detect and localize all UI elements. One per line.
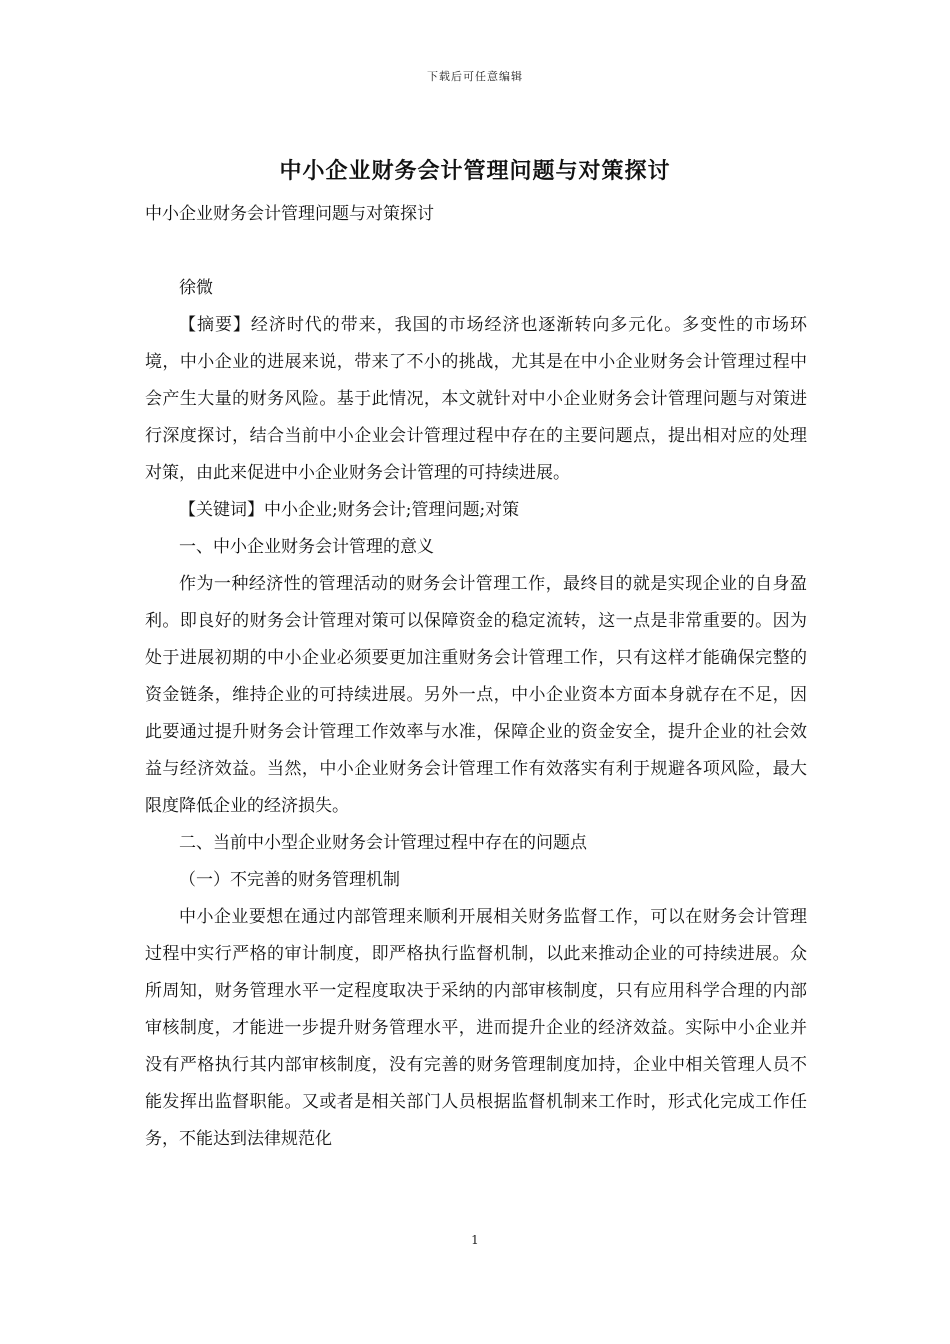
header-note: 下载后可任意编辑 [427,70,523,83]
section-2-paragraph: 中小企业要想在通过内部管理来顺利开展相关财务监督工作，可以在财务会计管理过程中实行严格的审计制度，即严格执行监督机制，以此来推动企业的可持续进展。众所周知，财务管理水平一定程度取决于采纳的内部审核制度，只有应用科学合理的内部审核制度，才能进一步提升财务管理水平，进而提升企业的经济效益。实际中小企业并没有严格执行其内部审核制度，没有完善的财务管理制度加持，企业中相关管理人员不能发挥出监督职能。又或者是相关部门人员根据监督机制来工作时，形式化完成工作任务，不能达到法律规范化 [145,907,807,1149]
section-1-paragraph: 作为一种经济性的管理活动的财务会计管理工作，最终目的就是实现企业的自身盈利。即良好的财务会计管理对策可以保障资金的稳定流转，这一点是非常重要的。因为处于进展初期的中小企业必须要更加注重财务会计管理工作，只有这样才能确保完整的资金链条，维持企业的可持续进展。另外一点，中小企业资本方面本身就存在不足，因此要通过提升财务会计管理工作效率与水准，保障企业的资金安全，提升企业的社会效益与经济效益。当然，中小企业财务会计管理工作有效落实有利于规避各项风险，最大限度降低企业的经济损失。 [145,574,807,816]
document-title: 中小企业财务会计管理问题与对策探讨 [279,158,671,184]
blank-line [145,233,807,270]
document-body [145,196,807,1158]
subsection-heading-2-1: （一）不完善的财务管理机制 [179,870,400,890]
document-subtitle: 中小企业财务会计管理问题与对策探讨 [145,204,434,224]
page-number: 1 [471,1233,479,1247]
section-heading-1: 一、中小企业财务会计管理的意义 [179,537,434,557]
section-heading-2: 二、当前中小型企业财务会计管理过程中存在的问题点 [179,833,587,853]
author-name: 徐微 [179,278,213,298]
abstract-paragraph: 【摘要】经济时代的带来，我国的市场经济也逐渐转向多元化。多变性的市场环境，中小企业的进展来说，带来了不小的挑战，尤其是在中小企业财务会计管理过程中会产生大量的财务风险。基于此情况，本文就针对中小企业财务会计管理问题与对策进行深度探讨，结合当前中小企业会计管理过程中存在的主要问题点，提出相对应的处理对策，由此来促进中小企业财务会计管理的可持续进展。 [145,315,807,483]
keywords-line: 【关键词】中小企业;财务会计;管理问题;对策 [179,500,520,520]
